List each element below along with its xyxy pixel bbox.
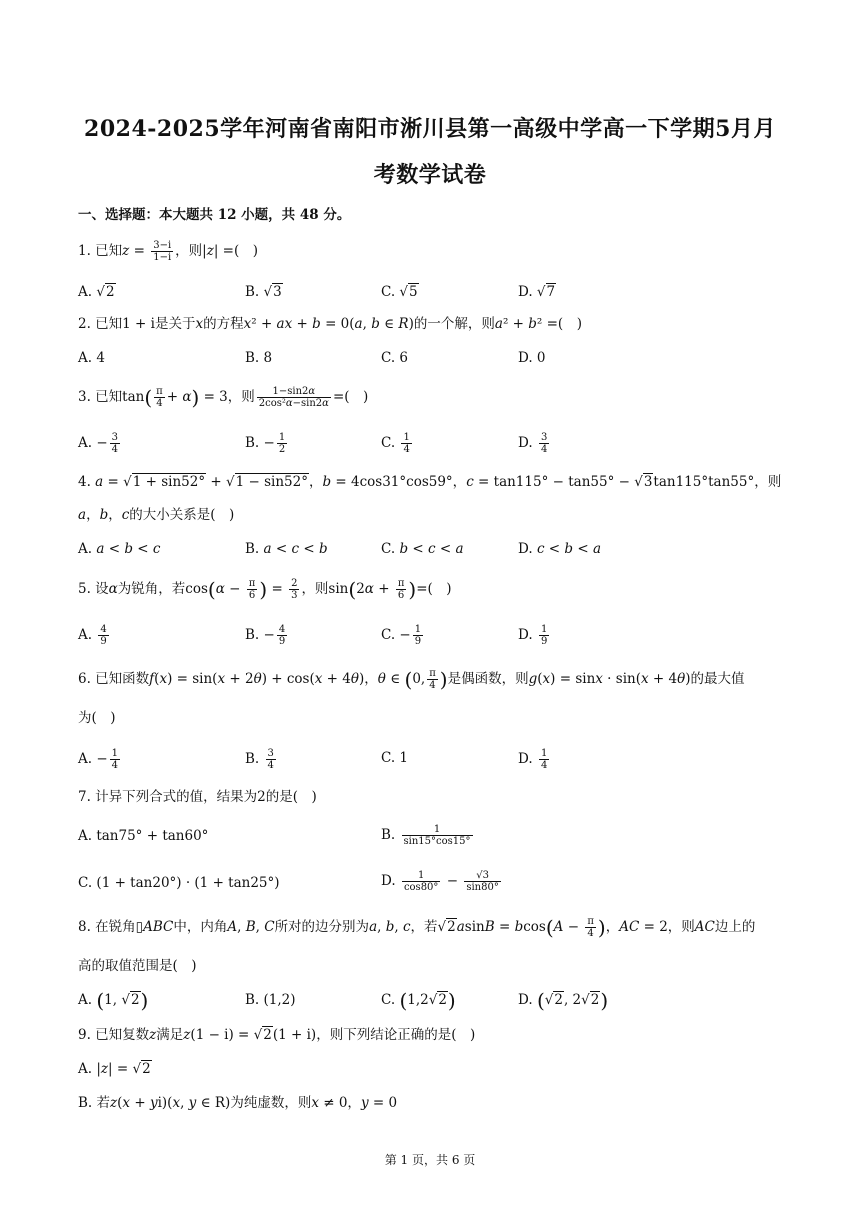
q9-option-b[interactable]: B. 若z(x + yi)(x, y ∈ R)为纯虚数，则x ≠ 0，y = 0 (78, 1095, 398, 1111)
q6-option-b[interactable]: B. $\frac{3}{4}$ (245, 748, 274, 771)
q7-option-b[interactable]: B. $\frac{1}{\sin 15^\circ\cos 15^\circ}$ (381, 824, 471, 847)
q5-option-d[interactable]: D. $\frac{1}{9}$ (518, 624, 548, 647)
section-heading: 一、选择题：本大题共 12 小题，共 48 分。 (78, 207, 351, 223)
question-2: 2. 已知1 + i是关于x的方程x² + ax + b = 0(a, b ∈ R)的一个解，则a² + b² =( ) (78, 316, 582, 332)
q8-option-d[interactable]: D. (√2, 2√2) (518, 988, 609, 1013)
question-4-line1: 4. a = √1 + sin52° + √1 − sin52°，b = 4cos31°cos59°，c = tan115° − tan55° − √3tan115°tan55°，则 (78, 474, 782, 490)
q2-option-b[interactable]: B. 8 (245, 350, 273, 366)
question-3: 3. 已知tan( $\frac{\pi}{4}$ + α) = 3，则 $\frac{1-\sin 2\alpha}{\text{2cos²α−sin2α}}$ =( ) (78, 385, 369, 410)
q3-option-c[interactable]: C. $\frac{1}{4}$ (381, 432, 410, 455)
question-7: 7. 计异下列合式的值，结果为2的是( ) (78, 789, 317, 805)
page-footer: 第 1 页，共 6 页 (384, 1153, 476, 1167)
q1-option-a[interactable]: A. √2 (78, 284, 115, 300)
exam-title-line2: 考数学试卷 (373, 162, 487, 188)
q6-option-a[interactable]: A. − $\frac{1}{4}$ (78, 748, 119, 771)
q3-option-b[interactable]: B. − $\frac{1}{2}$ (245, 432, 286, 455)
q1-option-d[interactable]: D. √7 (518, 284, 556, 300)
q2-option-a[interactable]: A. 4 (78, 350, 105, 366)
exam-title-line1: 2024-2025学年河南省南阳市淅川县第一高级中学高一下学期5月月 (84, 116, 776, 142)
question-4-line2: a，b，c的大小关系是( ) (78, 507, 235, 523)
q4-option-b[interactable]: B. a < c < b (245, 541, 328, 557)
q7-option-c[interactable]: C. (1 + tan20°) · (1 + tan25°) (78, 875, 280, 891)
q4-option-a[interactable]: A. a < b < c (78, 541, 161, 557)
q1-option-b[interactable]: B. √3 (245, 284, 282, 300)
q8-option-b[interactable]: B. (1,2) (245, 992, 296, 1008)
q3-option-d[interactable]: D. $\frac{3}{4}$ (518, 432, 548, 455)
q5-option-b[interactable]: B. − $\frac{4}{9}$ (245, 624, 286, 647)
q6-option-d[interactable]: D. $\frac{1}{4}$ (518, 748, 548, 771)
q6-option-c[interactable]: C. 1 (381, 750, 409, 766)
q4-option-d[interactable]: D. c < b < a (518, 541, 602, 557)
q8-option-a[interactable]: A. (1, √2) (78, 988, 149, 1013)
q2-option-d[interactable]: D. 0 (518, 350, 546, 366)
question-9: 9. 已知复数z满足z(1 − i) = √2(1 + i)，则下列结论正确的是( ) (78, 1027, 476, 1043)
question-1: 1. 已知z = $\frac{3-i}{1-i}$ ，则|z| =( ) (78, 240, 259, 263)
question-8-line2: 高的取值范围是( ) (78, 958, 197, 974)
q4-option-c[interactable]: C. b < c < a (381, 541, 464, 557)
q1-option-c[interactable]: C. √5 (381, 284, 418, 300)
q9-option-a[interactable]: A. |z| = √2 (78, 1061, 151, 1077)
q5-option-a[interactable]: A. $\frac{4}{9}$ (78, 624, 107, 647)
q8-option-c[interactable]: C. (1,2√2) (381, 988, 456, 1013)
q2-option-c[interactable]: C. 6 (381, 350, 409, 366)
question-6-line1: 6. 已知函数f(x) = sin(x + 2θ) + cos(x + 4θ)，θ ∈ (0, $\frac{\pi}{4}$ )是偶函数，则g(x) = sinx · sin(x + 4θ)的最大值 (78, 667, 745, 692)
q7-option-d[interactable]: D. $\frac{1}{\cos 80^\circ}$ − $\frac{√3}{\sin 80^\circ}$ (381, 870, 499, 893)
question-5: 5. 设α为锐角，若cos(α − $\frac{\pi}{6}$ ) = $\frac{2}{3}$ ，则sin(2α + $\frac{\pi}{6}$ )=( ) (78, 577, 452, 602)
q5-option-c[interactable]: C. − $\frac{1}{9}$ (381, 624, 422, 647)
q7-option-a[interactable]: A. tan75° + tan60° (78, 828, 209, 844)
q3-option-a[interactable]: A. − $\frac{3}{4}$ (78, 432, 119, 455)
question-8-line1: 8. 在锐角▯ABC中，内角A, B, C所对的边分别为a, b, c，若√2asinB = bcos(A − $\frac{\pi}{4}$ )，AC = 2，则AC边上的 (78, 915, 756, 940)
question-6-line2: 为( ) (78, 710, 116, 726)
